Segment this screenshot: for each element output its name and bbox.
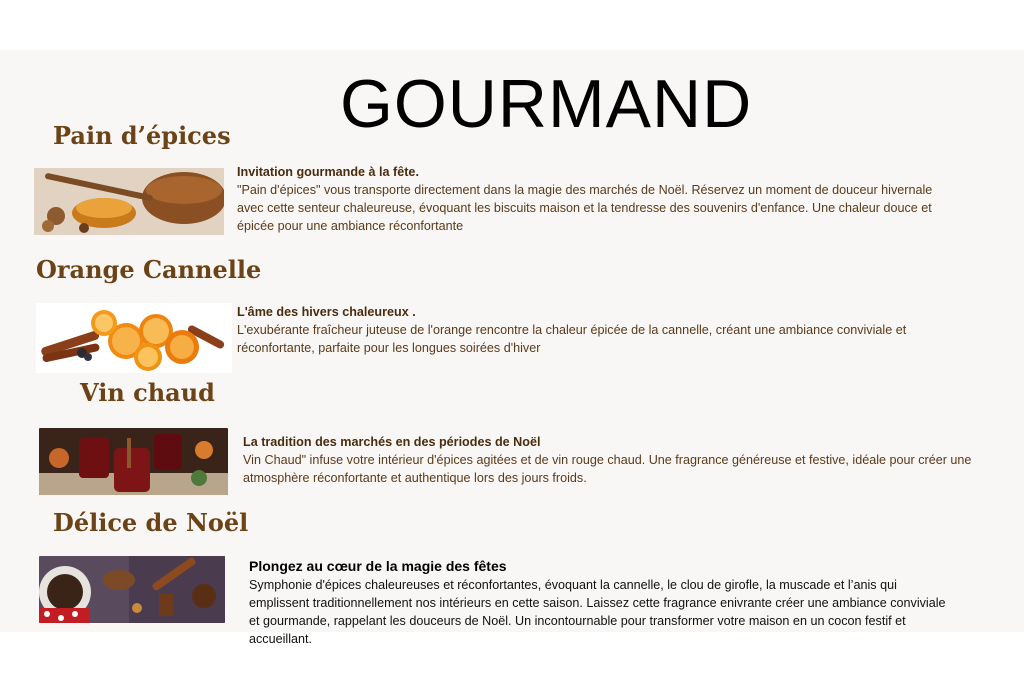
section-description-delice-de-noel — [249, 557, 959, 648]
section-description-pain-depices — [237, 163, 959, 235]
section-text-orange-cannelle: L'exubérante fraîcheur juteuse de l'orange rencontre la chaleur épicée de la cannelle, créant une ambiance conviviale et réconfortante, parfaite pour les longues soirées d'hiver — [237, 323, 907, 355]
section-lead-orange-cannelle: L'âme des hivers chaleureux . — [237, 305, 416, 319]
mulled-wine-image — [39, 428, 228, 495]
section-lead-delice-de-noel: Plongez au cœur de la magie des fêtes — [249, 558, 507, 574]
section-text-delice-de-noel: Symphonie d'épices chaleureuses et réconfortantes, évoquant la cannelle, le clou de girofle, la muscade et l’anis qui emplissent traditionnellement nos intérieurs en cette saison. Laissez cette fragrance enivrante créer une ambiance conviviale et gourmande, rappelant les douceurs de Noël. Un incontournable pour transformer votre maison en un cocon festif et accueillant. — [249, 578, 946, 646]
section-text-vin-chaud: Vin Chaud" infuse votre intérieur d'épices agitées et de vin rouge chaud. Une fragrance généreuse et festive, idéale pour créer une atmosphère réconfortante et authentique lors des jours froids. — [243, 453, 972, 485]
section-title-delice-de-noel: Délice de Noël — [53, 508, 249, 537]
section-lead-vin-chaud: La tradition des marchés en des périodes de Noël — [243, 435, 541, 449]
section-title-vin-chaud: Vin chaud — [80, 378, 215, 407]
section-title-pain-depices: Pain d’épices — [53, 121, 231, 150]
orange-cinnamon-image — [36, 303, 232, 373]
section-title-orange-cannelle: Orange Cannelle — [36, 255, 262, 284]
christmas-spices-image — [39, 556, 225, 623]
section-text-pain-depices: "Pain d'épices" vous transporte directement dans la magie des marchés de Noël. Réservez un moment de douceur hivernale avec cette senteur chaleureuse, évoquant les biscuits maison et la tendresse des souvenirs d'enfance. Une chaleur douce et épicée pour une ambiance réconfortante — [237, 183, 933, 233]
section-description-vin-chaud — [243, 433, 973, 487]
gingerbread-honey-image — [34, 168, 224, 235]
section-description-orange-cannelle — [237, 303, 959, 357]
page-title: GOURMAND — [340, 66, 753, 142]
section-lead-pain-depices: Invitation gourmande à la fête. — [237, 165, 419, 179]
